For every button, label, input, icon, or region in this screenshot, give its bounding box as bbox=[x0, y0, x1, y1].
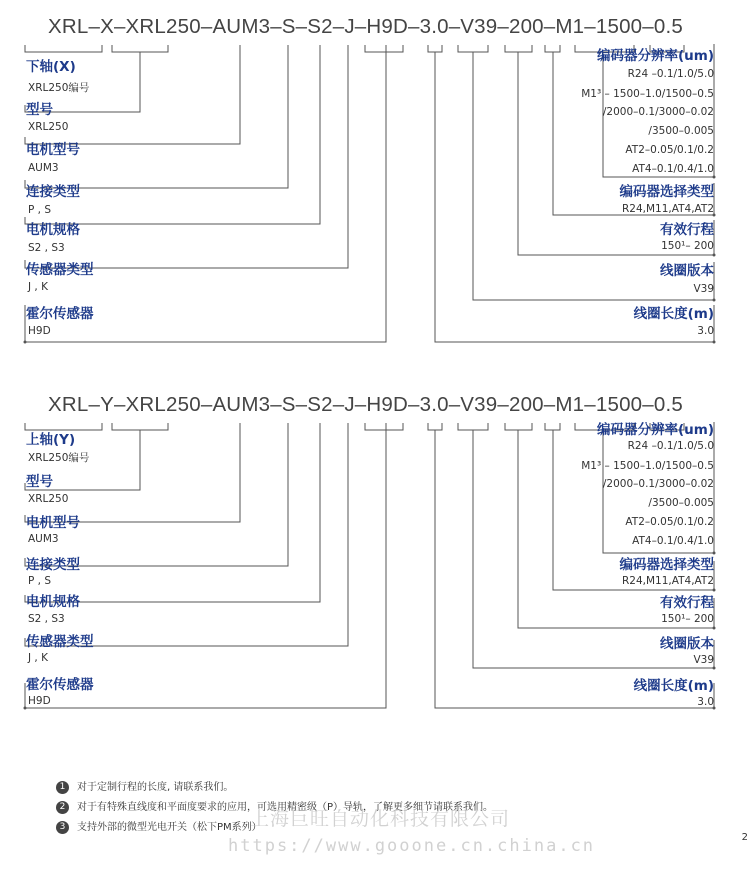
encoder-select-sub: R24,M11,AT4,AT2 bbox=[621, 575, 714, 587]
motor-spec-title: 电机规格 bbox=[26, 222, 80, 238]
coil-length-title: 线圈长度(m) bbox=[633, 306, 714, 322]
coil-length-sub: 3.0 bbox=[697, 696, 714, 708]
hall-sensor-title: 霍尔传感器 bbox=[26, 306, 94, 322]
encoder-select-title: 编码器选择类型 bbox=[619, 557, 714, 573]
encoder-resolution-line: M1³ – 1500–1.0/1500–0.5 bbox=[581, 88, 714, 100]
connection-type-title: 连接类型 bbox=[26, 557, 80, 573]
stroke-sub: 150¹– 200 bbox=[661, 240, 714, 252]
hall-sensor-sub: H9D bbox=[28, 695, 51, 707]
encoder-resolution-line: M1³ – 1500–1.0/1500–0.5 bbox=[581, 460, 714, 472]
hall-sensor-sub: H9D bbox=[28, 325, 51, 337]
motor-spec-sub: S2 , S3 bbox=[28, 242, 65, 254]
coil-length-title: 线圈长度(m) bbox=[633, 678, 714, 694]
encoder-resolution-line: /3500–0.005 bbox=[648, 125, 714, 137]
axis-sub: XRL250编号 bbox=[28, 82, 90, 94]
watermark-company: 上海巨旺自动化科技有限公司 bbox=[250, 808, 511, 830]
encoder-resolution-line: /2000–0.1/3000–0.02 bbox=[602, 106, 714, 118]
stroke-sub: 150¹– 200 bbox=[661, 613, 714, 625]
page-number: 2 bbox=[741, 832, 748, 843]
encoder-resolution-line: /2000–0.1/3000–0.02 bbox=[602, 478, 714, 490]
encoder-select-title: 编码器选择类型 bbox=[619, 184, 714, 200]
note-text: 对于有特殊直线度和平面度要求的应用，可选用精密级（P）导轨，了解更多细节请联系我们。 bbox=[77, 802, 494, 813]
coil-version-title: 线圈版本 bbox=[660, 263, 714, 279]
connection-type-sub: P , S bbox=[28, 204, 52, 216]
number-badge-icon: 1 bbox=[56, 781, 69, 794]
sensor-type-title: 传感器类型 bbox=[26, 634, 94, 650]
axis-sub: XRL250编号 bbox=[28, 452, 90, 464]
connection-type-sub: P , S bbox=[28, 575, 52, 587]
model-title: 型号 bbox=[26, 102, 53, 118]
encoder-resolution-line: AT4–0.1/0.4/1.0 bbox=[632, 163, 714, 175]
bracket-model-top bbox=[112, 45, 168, 52]
bracket-axis bbox=[25, 45, 102, 52]
part-code: XRL–X–XRL250–AUM3–S–S2–J–H9D–3.0–V39–200–M1–1500–0.5 bbox=[48, 15, 683, 38]
motor-model-title: 电机型号 bbox=[26, 142, 80, 158]
encoder-resolution-line: /3500–0.005 bbox=[648, 497, 714, 509]
encoder-resolution-line: AT2–0.05/0.1/0.2 bbox=[625, 144, 714, 156]
stroke-title: 有效行程 bbox=[660, 222, 714, 238]
model-sub: XRL250 bbox=[28, 121, 69, 133]
encoder-resolution-line: AT2–0.05/0.1/0.2 bbox=[625, 516, 714, 528]
motor-model-sub: AUM3 bbox=[28, 533, 59, 545]
motor-spec-title: 电机规格 bbox=[26, 594, 80, 610]
motor-spec-sub: S2 , S3 bbox=[28, 613, 65, 625]
coil-length-sub: 3.0 bbox=[697, 325, 714, 337]
encoder-resolution-title: 编码器分辨率(um) bbox=[596, 422, 714, 438]
encoder-select-sub: R24,M11,AT4,AT2 bbox=[621, 203, 714, 215]
motor-model-title: 电机型号 bbox=[26, 515, 80, 531]
motor-model-sub: AUM3 bbox=[28, 162, 59, 174]
model-sub: XRL250 bbox=[28, 493, 69, 505]
axis-title: 下轴(X) bbox=[26, 59, 76, 75]
part-code: XRL–Y–XRL250–AUM3–S–S2–J–H9D–3.0–V39–200–M1–1500–0.5 bbox=[48, 393, 683, 416]
encoder-resolution-line: AT4–0.1/0.4/1.0 bbox=[632, 535, 714, 547]
part-code-block-y bbox=[0, 378, 750, 738]
sensor-type-sub: J , K bbox=[28, 281, 48, 293]
sensor-type-title: 传感器类型 bbox=[26, 262, 94, 278]
encoder-resolution-line: R24 –0.1/1.0/5.0 bbox=[627, 68, 714, 80]
hall-sensor-title: 霍尔传感器 bbox=[26, 677, 94, 693]
part-code-block-x bbox=[0, 0, 750, 360]
encoder-resolution-title: 编码器分辨率(um) bbox=[596, 48, 714, 64]
coil-version-title: 线圈版本 bbox=[660, 636, 714, 652]
number-badge-icon: 2 bbox=[56, 801, 69, 814]
model-title: 型号 bbox=[26, 474, 53, 490]
coil-version-sub: V39 bbox=[693, 654, 714, 666]
sensor-type-sub: J , K bbox=[28, 652, 48, 664]
number-badge-icon: 3 bbox=[56, 821, 69, 834]
watermark-url: https://www.gooone.cn.china.cn bbox=[228, 836, 596, 856]
note-text: 支持外部的微型光电开关（松下PM系列） bbox=[77, 822, 262, 833]
coil-version-sub: V39 bbox=[693, 283, 714, 295]
encoder-resolution-line: R24 –0.1/1.0/5.0 bbox=[627, 440, 714, 452]
note-text: 对于定制行程的长度, 请联系我们。 bbox=[77, 782, 234, 793]
stroke-title: 有效行程 bbox=[660, 595, 714, 611]
connection-type-title: 连接类型 bbox=[26, 184, 80, 200]
axis-title: 上轴(Y) bbox=[26, 432, 76, 448]
note-item bbox=[56, 778, 493, 798]
